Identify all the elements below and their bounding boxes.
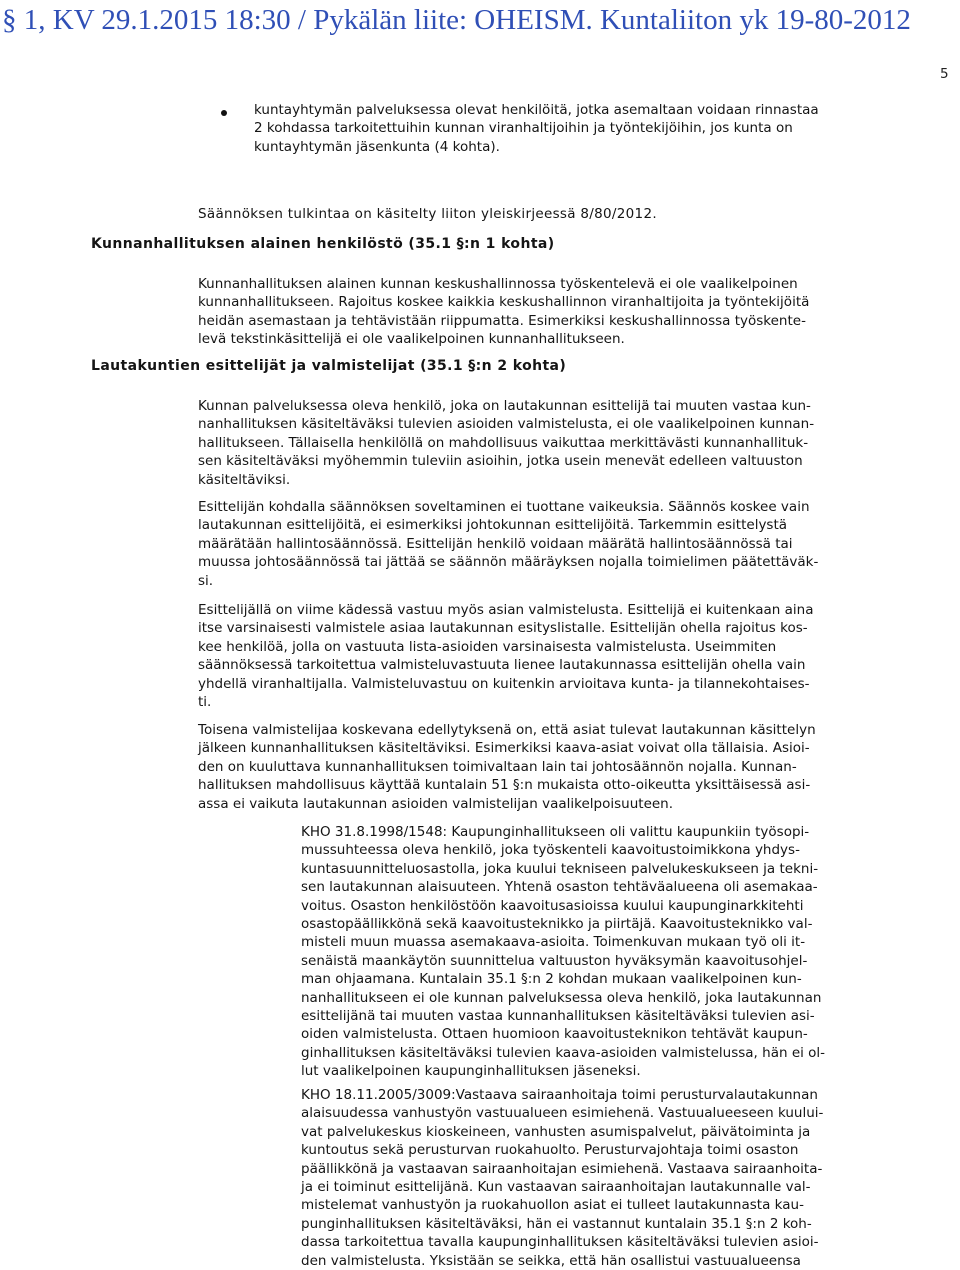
bullet-icon (221, 110, 227, 116)
section2-paragraph-1: Kunnan palveluksessa oleva henkilö, joka on lautakunnan esittelijä tai muuten vastaa kun- nanhallituksen käsiteltäväksi tulevien asioiden valmistelusta, ei ole vaalikelpoinen kunnan- hallitukseen. Tällaisella henkilöllä on mahdollisuus vaikuttaa merkittävästi kunnanhallituk- sen käsiteltäväksi myöhemmin tuleviin asioihin, jotka usein menevät edelleen valtuuston käsiteltäviksi. (198, 398, 815, 488)
court-case-khO-1998: KHO 31.8.1998/1548: Kaupunginhallitukseen oli valittu kaupunkiin työsopi- mussuhteessa oleva henkilö, joka työskenteli kaavoitustoimikkona yhdys- kuntasuunnitteluosastolla, joka kuului tekniseen palvelukeskukseen ja tekni- sen lautakunnan alaisuuteen. Yhtenä osaston tehtäväalueena oli asemakaa- voitus. Osaston henkilöstöön kaavoitusasioissa kuului kaupunginarkkitehti osastopäällikkönä sekä kaavoitusteknikko ja piirtäjä. Kaavoitusteknikko val- misteli muun muassa asemakaava-asioita. Toimenkuvan mukaan työ oli it- senäistä maankäytön suunnittelua valtuuston hyväksymän kaavoitusohjel- man ohjaamana. Kuntalain 35.1 §:n 2 kohdan mukaan vaalikelpoinen kun- nanhallitukseen ei ole kunnan palveluksessa oleva henkilö, joka lautakunnan esittelijänä tai muuten vastaa kunnanhallituksen käsiteltäväksi tulevien asi- oiden valmistelusta. Ottaen huomioon kaavoitusteknikon tehtävät kaupun- ginhallituksen käsiteltäväksi tulevien kaava-asioiden valmistelussa, hän ei ol- lut vaalikelpoinen kaupunginhallituksen jäseneksi. (301, 824, 826, 1080)
section2-paragraph-3: Esittelijällä on viime kädessä vastuu myös asian valmistelusta. Esittelijä ei kuitenkaan aina itse varsinaisesti valmistele asiaa lautakunnan esityslistalle. Esittelijän ohella rajoitus kos- kee henkilöä, jolla on vastuuta lista-asioiden varsinaisesta valmistelusta. Useimmiten säännöksessä tarkoitettua valmisteluvastuuta lienee lautakunnassa esittelijän ohella vain yhdellä viranhaltijalla. Valmisteluvastuu on kuitenkin arvioitava kunta- ja tilannekohtaises- ti. (198, 602, 814, 711)
section2-paragraph-4: Toisena valmistelijaa koskevana edellytyksenä on, että asiat tulevat lautakunnan käsittelyn jälkeen kunnanhallituksen käsiteltäviksi. Esimerkiksi kaava-asiat voivat olla tällaisia. Asioi- den on kuuluttava kunnanhallituksen toimivaltaan lain tai johtosäännön nojalla. Kunnan- hallituksen mahdollisuus käyttää kuntalain 51 §:n mukaista otto-oikeutta yksittäisessä asi- assa ei vaikuta lautakunnan asioiden valmistelijan vaalikelpoisuuteen. (198, 722, 816, 812)
interpretation-note: Säännöksen tulkintaa on käsitelty liiton yleiskirjeessä 8/80/2012. (198, 206, 657, 222)
section1-paragraph: Kunnanhallituksen alainen kunnan keskushallinnossa työskentelevä ei ole vaalikelpoinen kunnanhallitukseen. Rajoitus koskee kaikkia keskushallinnon viranhaltijoita ja työntekijöitä heidän asemastaan ja tehtävistään riippumatta. Esimerkiksi keskushallinnossa työskente- levä tekstinkäsittelijä ei ole vaalikelpoinen kunnanhallitukseen. (198, 276, 810, 348)
attachment-header: § 1, KV 29.1.2015 18:30 / Pykälän liite: OHEISM. Kuntaliiton yk 19-80-2012 (0, 0, 960, 40)
section-heading-kunnanhallitus: Kunnanhallituksen alainen henkilöstö (35.1 §:n 1 kohta) (91, 236, 555, 252)
court-case-khO-2005: KHO 18.11.2005/3009:Vastaava sairaanhoitaja toimi perusturvalautakunnan alaisuudessa vanhustyön vastuualueen esimiehenä. Vastuualueeseen kuului- vat palvelukeskus kioskeineen, vanhusten asumispalvelut, päivätoiminta ja kuntoutus sekä perusturvan ruokahuolto. Perusturvajohtaja toimi osaston päällikkönä ja vastaavan sairaanhoitajan esimiehenä. Vastaava sairaanhoita- ja ei toiminut esittelijänä. Kun vastaavan sairaanhoitajan lautakunnalle val- mistelemat vanhustyön ja ruokahuollon asiat ei tulleet lautakunnasta kau- punginhallituksen käsiteltäväksi, hän ei vastannut kuntalain 35.1 §:n 2 koh- dassa tarkoitettua tavalla kaupunginhallituksen käsiteltäväksi tulevien asioi- den valmistelusta. Yksistään se seikka, että hän osallistui vastuualueensa (301, 1087, 824, 1269)
page-number: 5 (940, 66, 949, 82)
section2-paragraph-2: Esittelijän kohdalla säännöksen soveltaminen ei tuottane vaikeuksia. Säännös koskee vain lautakunnan esittelijöitä, ei esimerkiksi johtokunnan esittelijöitä. Tarkemmin esittelystä määrätään hallintosäännössä. Esittelijän henkilö voidaan määrätä hallintosäännössä tai muussa johtosäännössä tai jättää se säännön määräyksen nojalla toimielimen päätettäväk- si. (198, 499, 819, 589)
bullet-item-text: kuntayhtymän palveluksessa olevat henkilöitä, jotka asemaltaan voidaan rinnastaa 2 kohdassa tarkoitettuihin kunnan viranhaltijoihin ja työntekijöihin, jos kunta on kuntayhtymän jäsenkunta (4 kohta). (254, 102, 819, 155)
section-heading-lautakunnat: Lautakuntien esittelijät ja valmistelijat (35.1 §:n 2 kohta) (91, 358, 567, 374)
